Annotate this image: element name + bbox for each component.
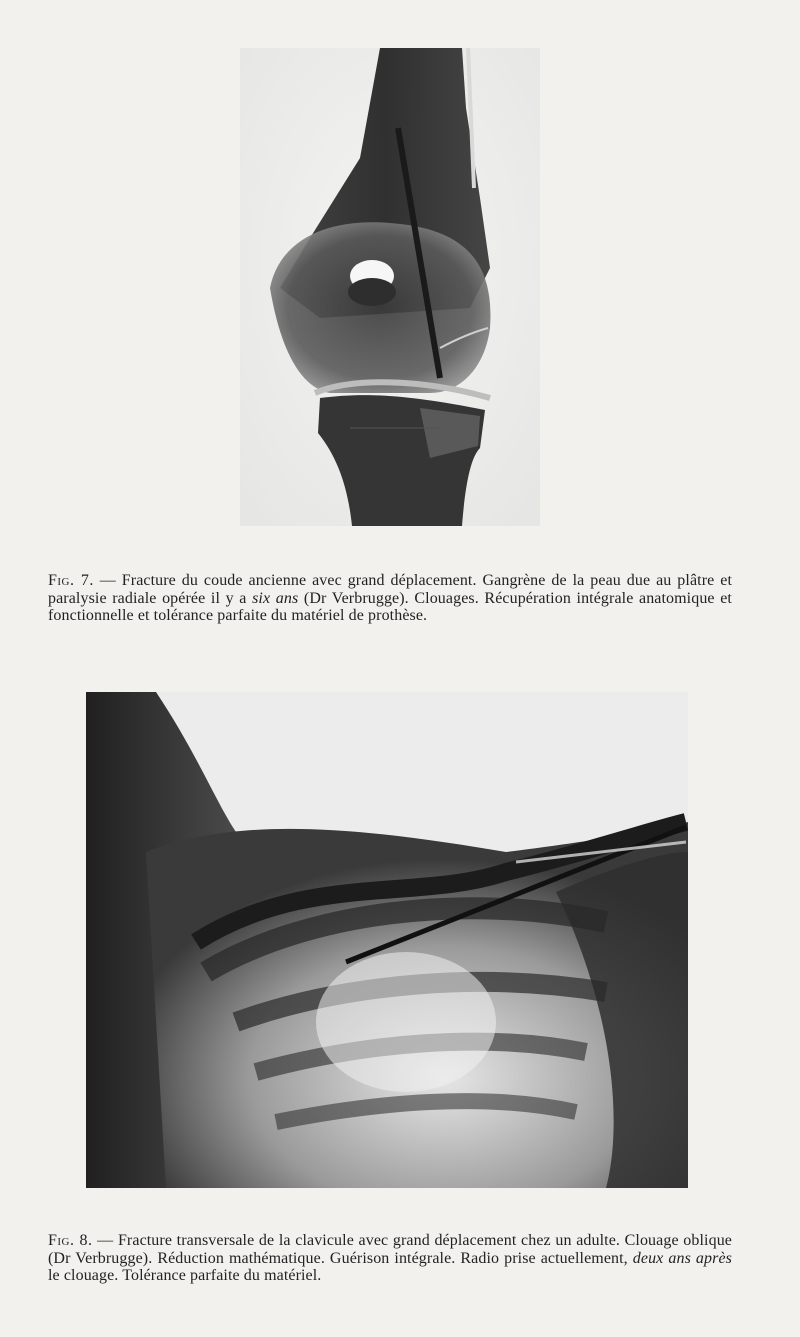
figure-7-radiograph bbox=[240, 48, 540, 526]
figure-8-radiograph bbox=[86, 692, 688, 1188]
figure-7-dash: — bbox=[93, 572, 122, 589]
figure-7-caption bbox=[48, 572, 732, 625]
figure-7-text-a: Fracture du coude ancienne avec grand déplacement. Gangrène de la peau due au plâtre et paralysie radiale opérée il y a bbox=[48, 572, 732, 607]
figure-7-italic: six ans bbox=[252, 589, 299, 607]
figure-8-label: Fig. 8. bbox=[48, 1232, 93, 1249]
figure-8-caption bbox=[48, 1232, 732, 1285]
figure-7-label: Fig. 7. bbox=[48, 572, 94, 589]
figure-8-text-b: le clouage. Tolérance parfaite du matériel. bbox=[48, 1267, 322, 1284]
figure-8-italic: deux ans après bbox=[632, 1249, 732, 1267]
figure-8-text-a: Fracture transversale de la clavicule avec grand déplacement chez un adulte. Clouage oblique (Dr Verbrugge). Réduction mathématique. Guérison intégrale. Radio prise actuellement, bbox=[48, 1232, 732, 1267]
figure-7-text-b: (Dr Verbrugge). Clouages. Récupération intégrale anatomique et fonctionnelle et tolérance parfaite du matériel de prothèse. bbox=[48, 589, 732, 624]
figure-8-dash: — bbox=[92, 1232, 118, 1249]
